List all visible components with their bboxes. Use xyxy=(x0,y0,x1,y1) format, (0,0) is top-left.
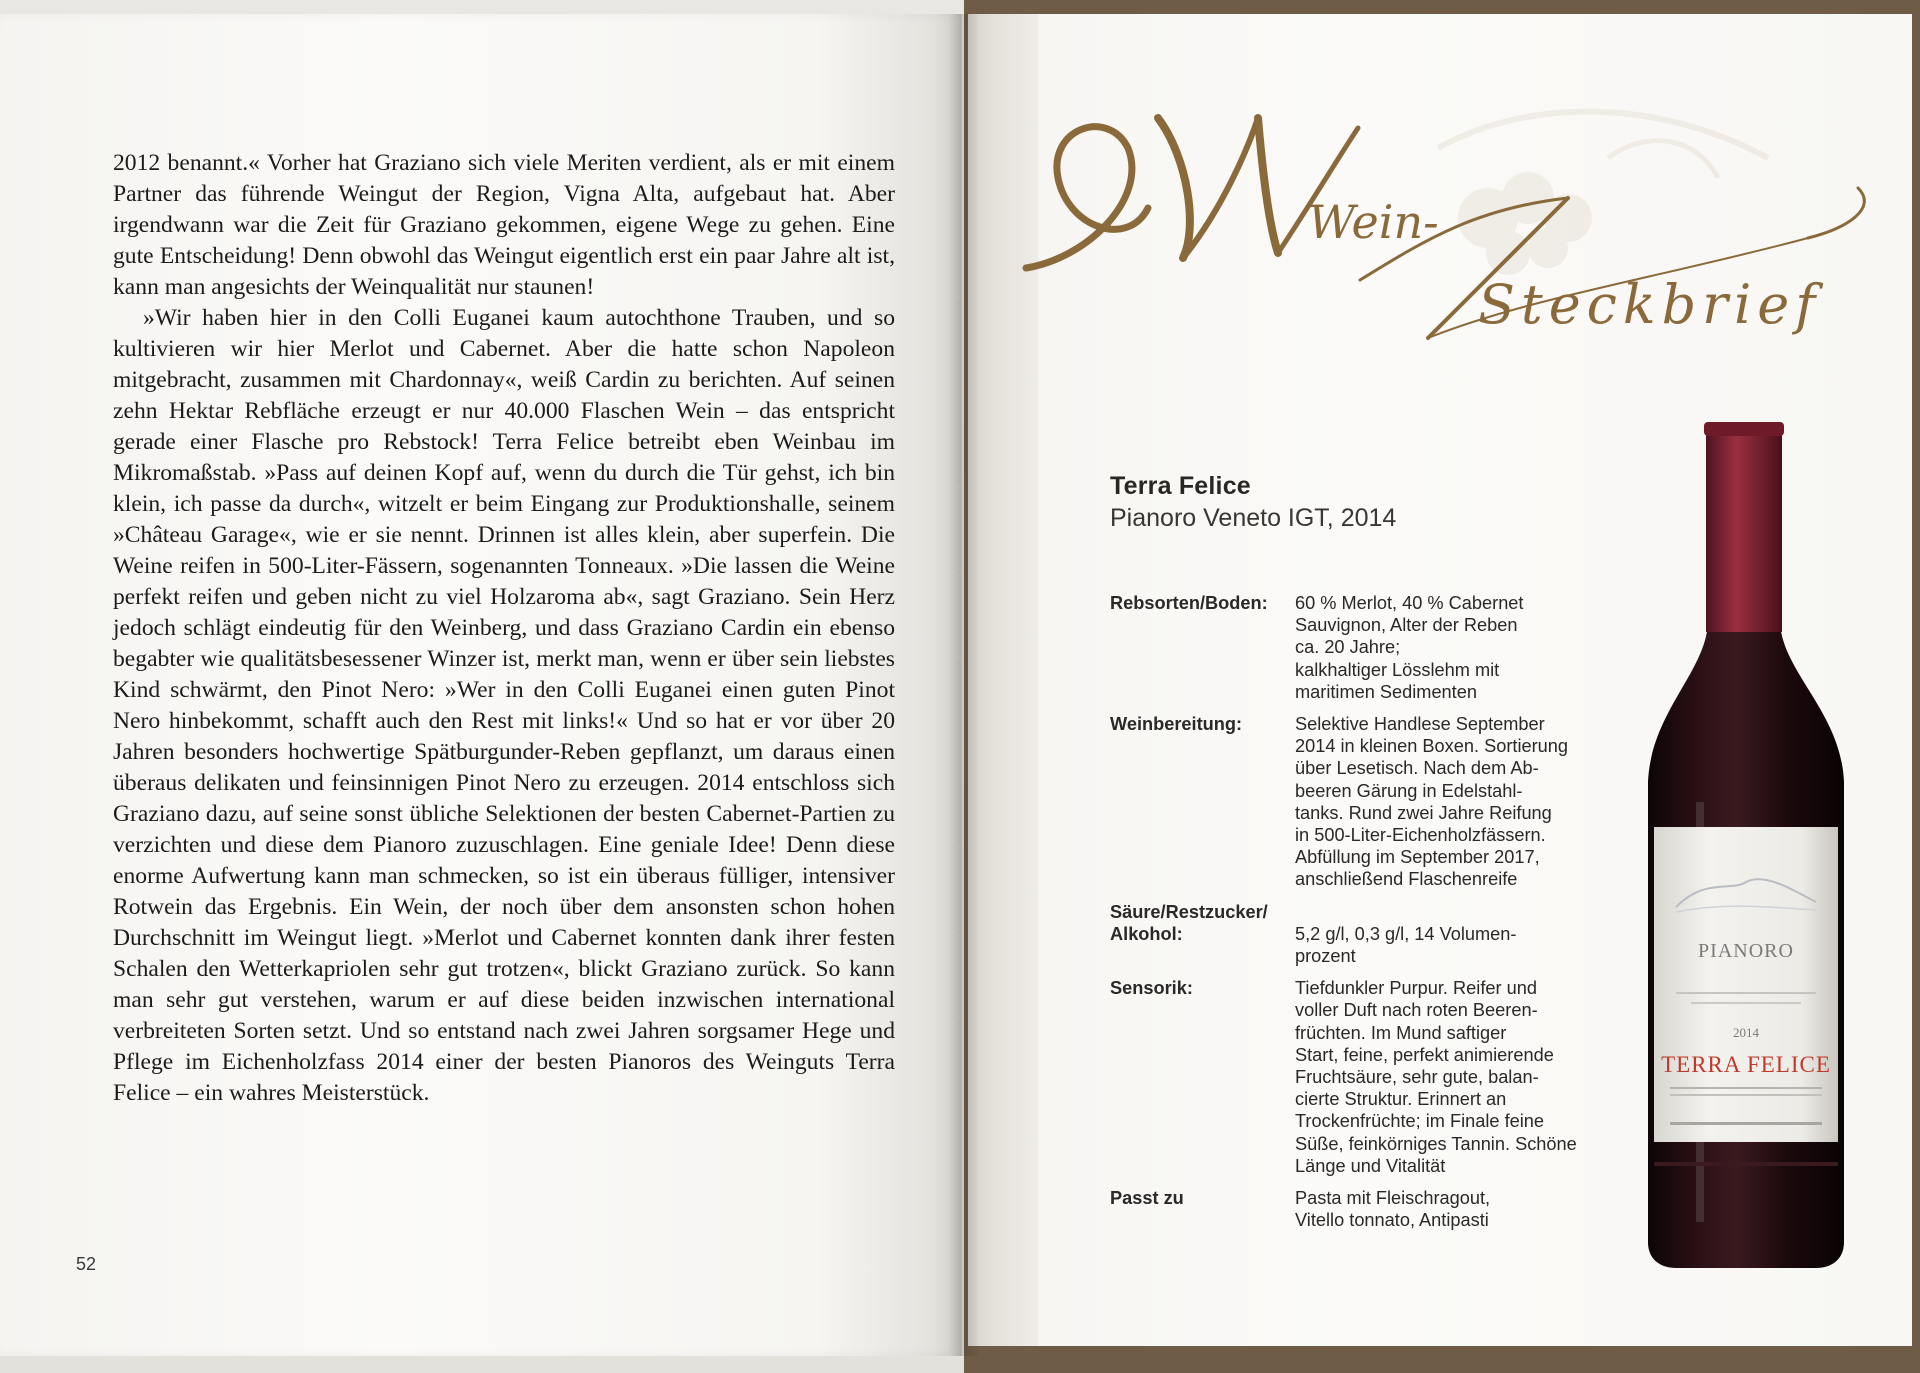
spec-value: Tiefdunkler Purpur. Reifer und voller Duft nach roten Beeren- früchten. Im Mund saftiger Start, feine, perfekt animierende Fruchtsäure, sehr gute, balan- cierte Struktur. Erinnert an Trockenfrüchte; im Finale feine Süße, feinkörniges Tannin. Schöne Länge und Vitalität xyxy=(1295,978,1577,1176)
spec-value: 5,2 g/l, 0,3 g/l, 14 Volumen- prozent xyxy=(1295,923,1517,967)
spec-row-pairing xyxy=(1110,1187,1630,1231)
heading-word-2: Steckbrief xyxy=(1478,273,1822,336)
vine-ornament-icon xyxy=(1438,112,1768,275)
spec-row-grapes-soil xyxy=(1110,592,1630,703)
body-text xyxy=(113,148,895,1109)
heading-word-1: Wein- xyxy=(1308,195,1439,249)
wine-designation: Pianoro Veneto IGT, 2014 xyxy=(1110,504,1397,532)
spec-row-acidity-sugar-alcohol xyxy=(1110,901,1630,968)
spec-value: Selektive Handlese September 2014 in kleinen Boxen. Sortierung über Lesetisch. Nach dem Ab- beeren Gärung in Edelstahl- tanks. Rund zwei Jahre Reifung in 500-Liter-Eichenholzfässern. Abfüllung im September 2017, anschließend Flaschenreife xyxy=(1295,714,1568,890)
spec-label: Säure/Restzucker/ Alkohol: xyxy=(1110,901,1268,944)
spec-row-vinification xyxy=(1110,713,1630,891)
spine-shadow xyxy=(948,14,978,1356)
bottle-label-producer: TERRA FELICE xyxy=(1661,1052,1831,1077)
spec-value: Pasta mit Fleischragout, Vitello tonnato, Antipasti xyxy=(1295,1188,1491,1231)
spec-value: 60 % Merlot, 40 % Cabernet Sauvignon, Alter der Reben ca. 20 Jahre; kalkhaltiger Lösslehm mit maritimen Sedimenten xyxy=(1295,593,1524,702)
spec-label: Rebsorten/Boden: xyxy=(1110,593,1268,613)
spec-label: Sensorik: xyxy=(1110,978,1193,999)
bottle-label-year: 2014 xyxy=(1733,1025,1759,1040)
page-number: 52 xyxy=(76,1254,97,1274)
wine-bottle-image xyxy=(1636,422,1856,1272)
spec-row-sensory xyxy=(1110,977,1630,1177)
section-heading xyxy=(1008,88,1888,368)
spec-list xyxy=(1110,592,1630,1241)
bottle-label-name: PIANORO xyxy=(1698,940,1794,962)
paragraph: 2012 benannt.« Vorher hat Graziano sich viele Meriten verdient, als er mit einem Partner das führende Weingut der Region, Vigna Alta, aufgebaut hat. Aber irgendwann war die Zeit für Graziano gekommen, eigene Wege zu gehen. Eine gute Entscheidung! Denn obwohl das Weingut eigentlich erst ein paar Jahre alt ist, kann man angesichts der Weinqualität nur staunen! xyxy=(113,150,895,300)
wine-name: Terra Felice xyxy=(1110,472,1251,500)
spec-label: Weinbereitung: xyxy=(1110,714,1243,735)
paragraph: »Wir haben hier in den Colli Euganei kaum autochthone Trauben, und so kultivieren wir hier Merlot und Cabernet. Aber die hatte schon Napoleon mitgebracht, zusammen mit Chardonnay«, weiß Cardin zu berichten. Auf seinen zehn Hektar Rebfläche erzeugt er nur 40.000 Flaschen Wein – das entspricht gerade einer Flasche pro Rebstock! Terra Felice betreibt eben Weinbau im Mikromaßstab. »Pass auf deinen Kopf auf, wenn du durch die Tür gehst, ich bin klein, ich passe da durch«, witzelt er beim Eingang zur Produktionshalle, seinem »Château Garage«, wie er sie nennt. Drinnen ist alles klein, aber superfein. Die Weine reifen in 500-Liter-Fässern, sogenannten Tonneaux. »Die lassen die Weine perfekt reifen und geben nicht zu viel Holzaroma ab«, sagt Graziano. Sein Herz jedoch schlägt eindeutig für den Weinberg, und dass Graziano Cardin ein ebenso begabter wie qualitätsbesessener Winzer ist, merkt man, wenn er über sein liebstes Kind schwärmt, den Pinot Nero: »Wer in den Colli Euganei einen guten Pinot Nero hinbekommt, schafft auch den Rest mit links!« Und so hat er vor über 20 Jahren besonders hochwertige Spätburgunder-Reben gepflanzt, um daraus einen überaus delikaten und feinsinnigen Pinot Nero zu erzeugen. 2014 entschloss sich Graziano dazu, auf seine sonst übliche Selektionen der besten Cabernet-Partien zu verzichten und diese dem Pianoro zuzuschlagen. Eine geniale Idee! Denn diese enorme Aufwertung kann man schmecken, so ist ein überaus fülliger, intensiver Rotwein das Ergebnis. Ein Wein, der noch über dem ansonsten schon hohen Durchschnitt im Weingut liegt. »Merlot und Cabernet konnten dank ihrer festen Schalen den Wetterkapriolen sehr gut trotzen«, blickt Graziano zurück. So kann man sehr gut verstehen, warum er auf diese beiden inzwischen international verbreiteten Sorten setzt. Und so entstand nach zwei Jahren sorgsamer Hege und Pflege im Eichenholzfass 2014 einer der besten Pianoros des Weinguts Terra Felice – ein wahres Meisterstück. xyxy=(113,305,895,1106)
spec-label: Passt zu xyxy=(1110,1188,1184,1209)
